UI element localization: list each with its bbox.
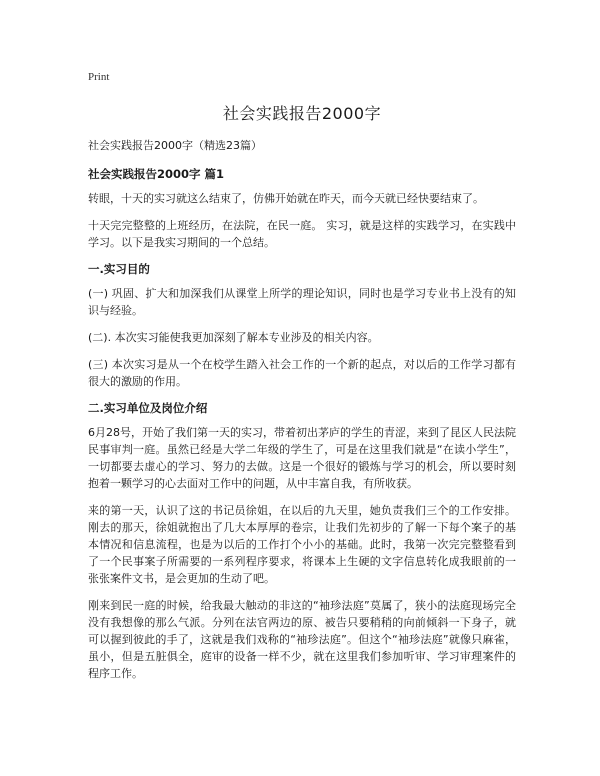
purpose-item: (三) 本次实习是从一个在校学生踏入社会工作的一个新的起点，对以后的工作学习都有很大的激励的作用。 <box>88 358 516 388</box>
purpose-item: (一) 巩固、扩大和加深我们从课堂上所学的理论知识，同时也是学习专业书上没有的知识与经验。 <box>88 287 516 317</box>
document-subtitle: 社会实践报告2000字（精选23篇） <box>88 139 262 152</box>
body-paragraph: 刚来到民一庭的时候，给我最大触动的非这的“袖珍法庭”莫属了，狭小的法庭现场完全没有我想像的那么气派。分列在法官两边的原、被告只要稍稍的向前倾斜一下身子，就可以握到彼此的手了，这就是我们戏称的“袖珍法庭”。但这个“袖珍法庭”就像只麻雀，虽小，但是五脏俱全，庭审的设备一样不少，就在这里我们参加听审、学习审理案件的程序工作。 <box>88 599 516 680</box>
part-heading: 社会实践报告2000字 篇1 <box>88 167 225 181</box>
section-heading-unit: 二.实习单位及岗位介绍 <box>88 401 208 415</box>
print-label[interactable]: Print <box>88 71 110 83</box>
section-heading-purpose: 一.实习目的 <box>88 262 150 276</box>
purpose-item: (二). 本次实习能使我更加深刻了解本专业涉及的相关内容。 <box>88 331 379 344</box>
page-title: 社会实践报告2000字 <box>222 104 382 123</box>
document-page <box>88 70 516 692</box>
body-paragraph: 6月28号，开始了我们第一天的实习，带着初出茅庐的学生的青涩，来到了昆区人民法院民事审判一庭。虽然已经是大学二年级的学生了，可是在这里我们就是“在读小学生”，一切都要去虚心的学习、努力的去做。这是一个很好的锻炼与学习的机会，所以要时刻抱着一颗学习的心去面对工作中的问题，从中丰富自我，有所收获。 <box>88 426 516 490</box>
body-paragraph: 来的第一天，认识了这的书记员徐姐，在以后的九天里，她负责我们三个的工作安排。刚去的那天，徐姐就抱出了几大本厚厚的卷宗，让我们先初步的了解一下每个案子的基本情况和信息流程，也是为以后的工作打个小小的基础。此时，我第一次完完整整看到了一个民事案子所需要的一系列程序要求，将课本上生硬的文字信息转化成我眼前的一张张案件文书，是会更加的生动了吧。 <box>88 504 516 585</box>
intro-paragraph: 十天完完整整的上班经历，在法院，在民一庭。 实习，就是这样的实践学习，在实践中学习。以下是我实习期间的一个总结。 <box>88 219 516 249</box>
intro-paragraph: 转眼，十天的实习就这么结束了，仿佛开始就在昨天，而今天就已经快要结束了。 <box>88 192 484 205</box>
